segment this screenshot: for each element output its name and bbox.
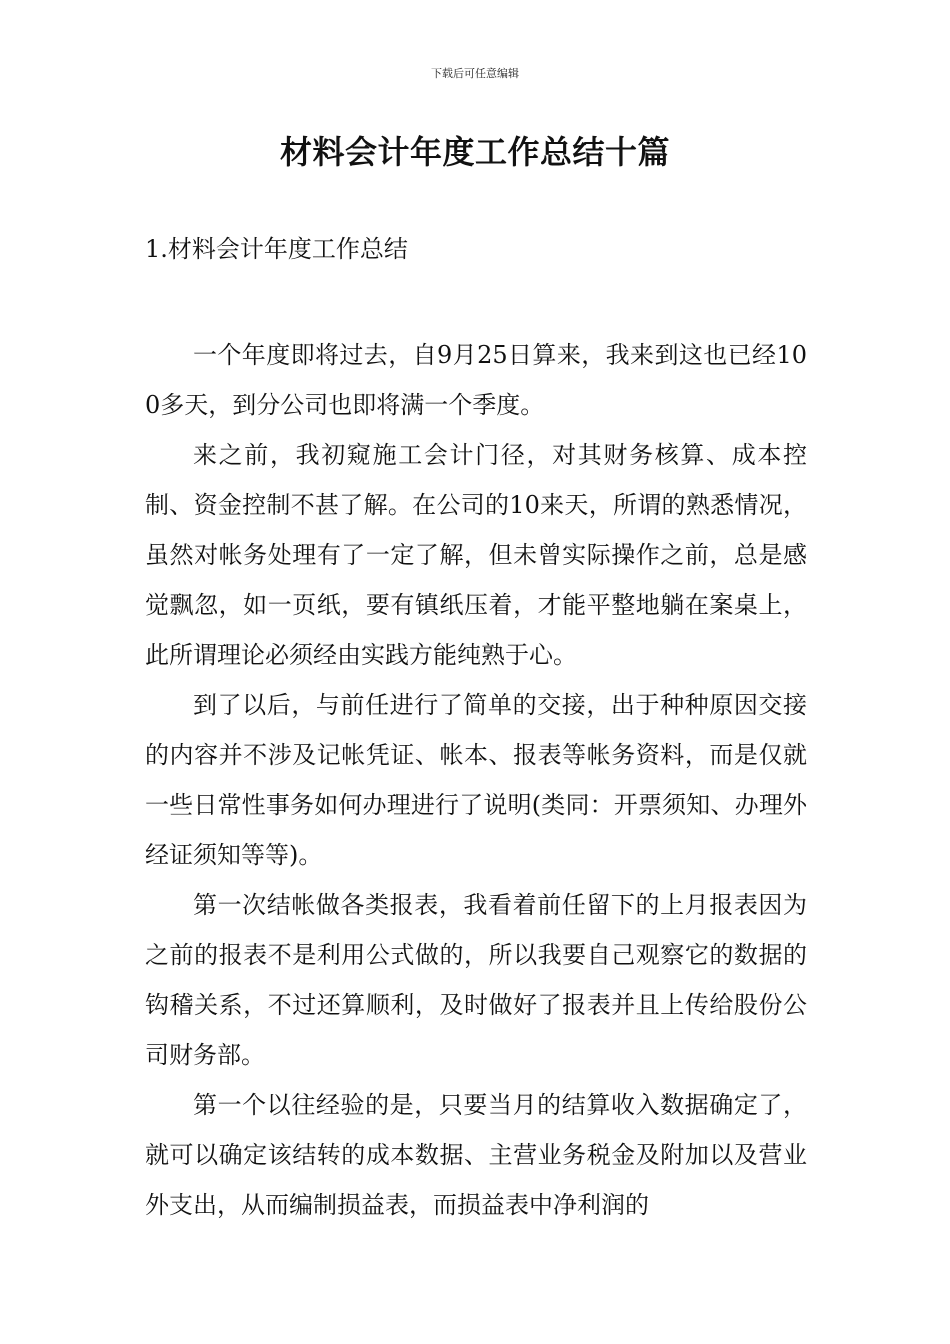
paragraph: 来之前，我初窥施工会计门径，对其财务核算、成本控制、资金控制不甚了解。在公司的10来天，所谓的熟悉情况，虽然对帐务处理有了一定了解，但未曾实际操作之前，总是感觉飘忽，如一页纸，要有镇纸压着，才能平整地躺在案桌上，此所谓理论必须经由实践方能纯熟于心。: [145, 441, 807, 669]
paragraph: 第一次结帐做各类报表，我看着前任留下的上月报表因为之前的报表不是利用公式做的，所以我要自己观察它的数据的钩稽关系，不过还算顺利，及时做好了报表并且上传给股份公司财务部。: [145, 891, 807, 1069]
paragraph: 一个年度即将过去，自9月25日算来，我来到这也已经100多天，到分公司也即将满一个季度。: [145, 341, 807, 419]
section-heading: 1.材料会计年度工作总结: [145, 235, 408, 263]
document-body: [145, 330, 807, 1230]
document-title: 材料会计年度工作总结十篇: [279, 133, 670, 171]
paragraph: 到了以后，与前任进行了简单的交接，出于种种原因交接的内容并不涉及记帐凭证、帐本、报表等帐务资料，而是仅就一些日常性事务如何办理进行了说明(类同：开票须知、办理外经证须知等等)。: [145, 691, 807, 869]
header-note: 下载后可任意编辑: [431, 67, 519, 80]
paragraph: 第一个以往经验的是，只要当月的结算收入数据确定了，就可以确定该结转的成本数据、主营业务税金及附加以及营业外支出，从而编制损益表，而损益表中净利润的: [145, 1091, 807, 1219]
